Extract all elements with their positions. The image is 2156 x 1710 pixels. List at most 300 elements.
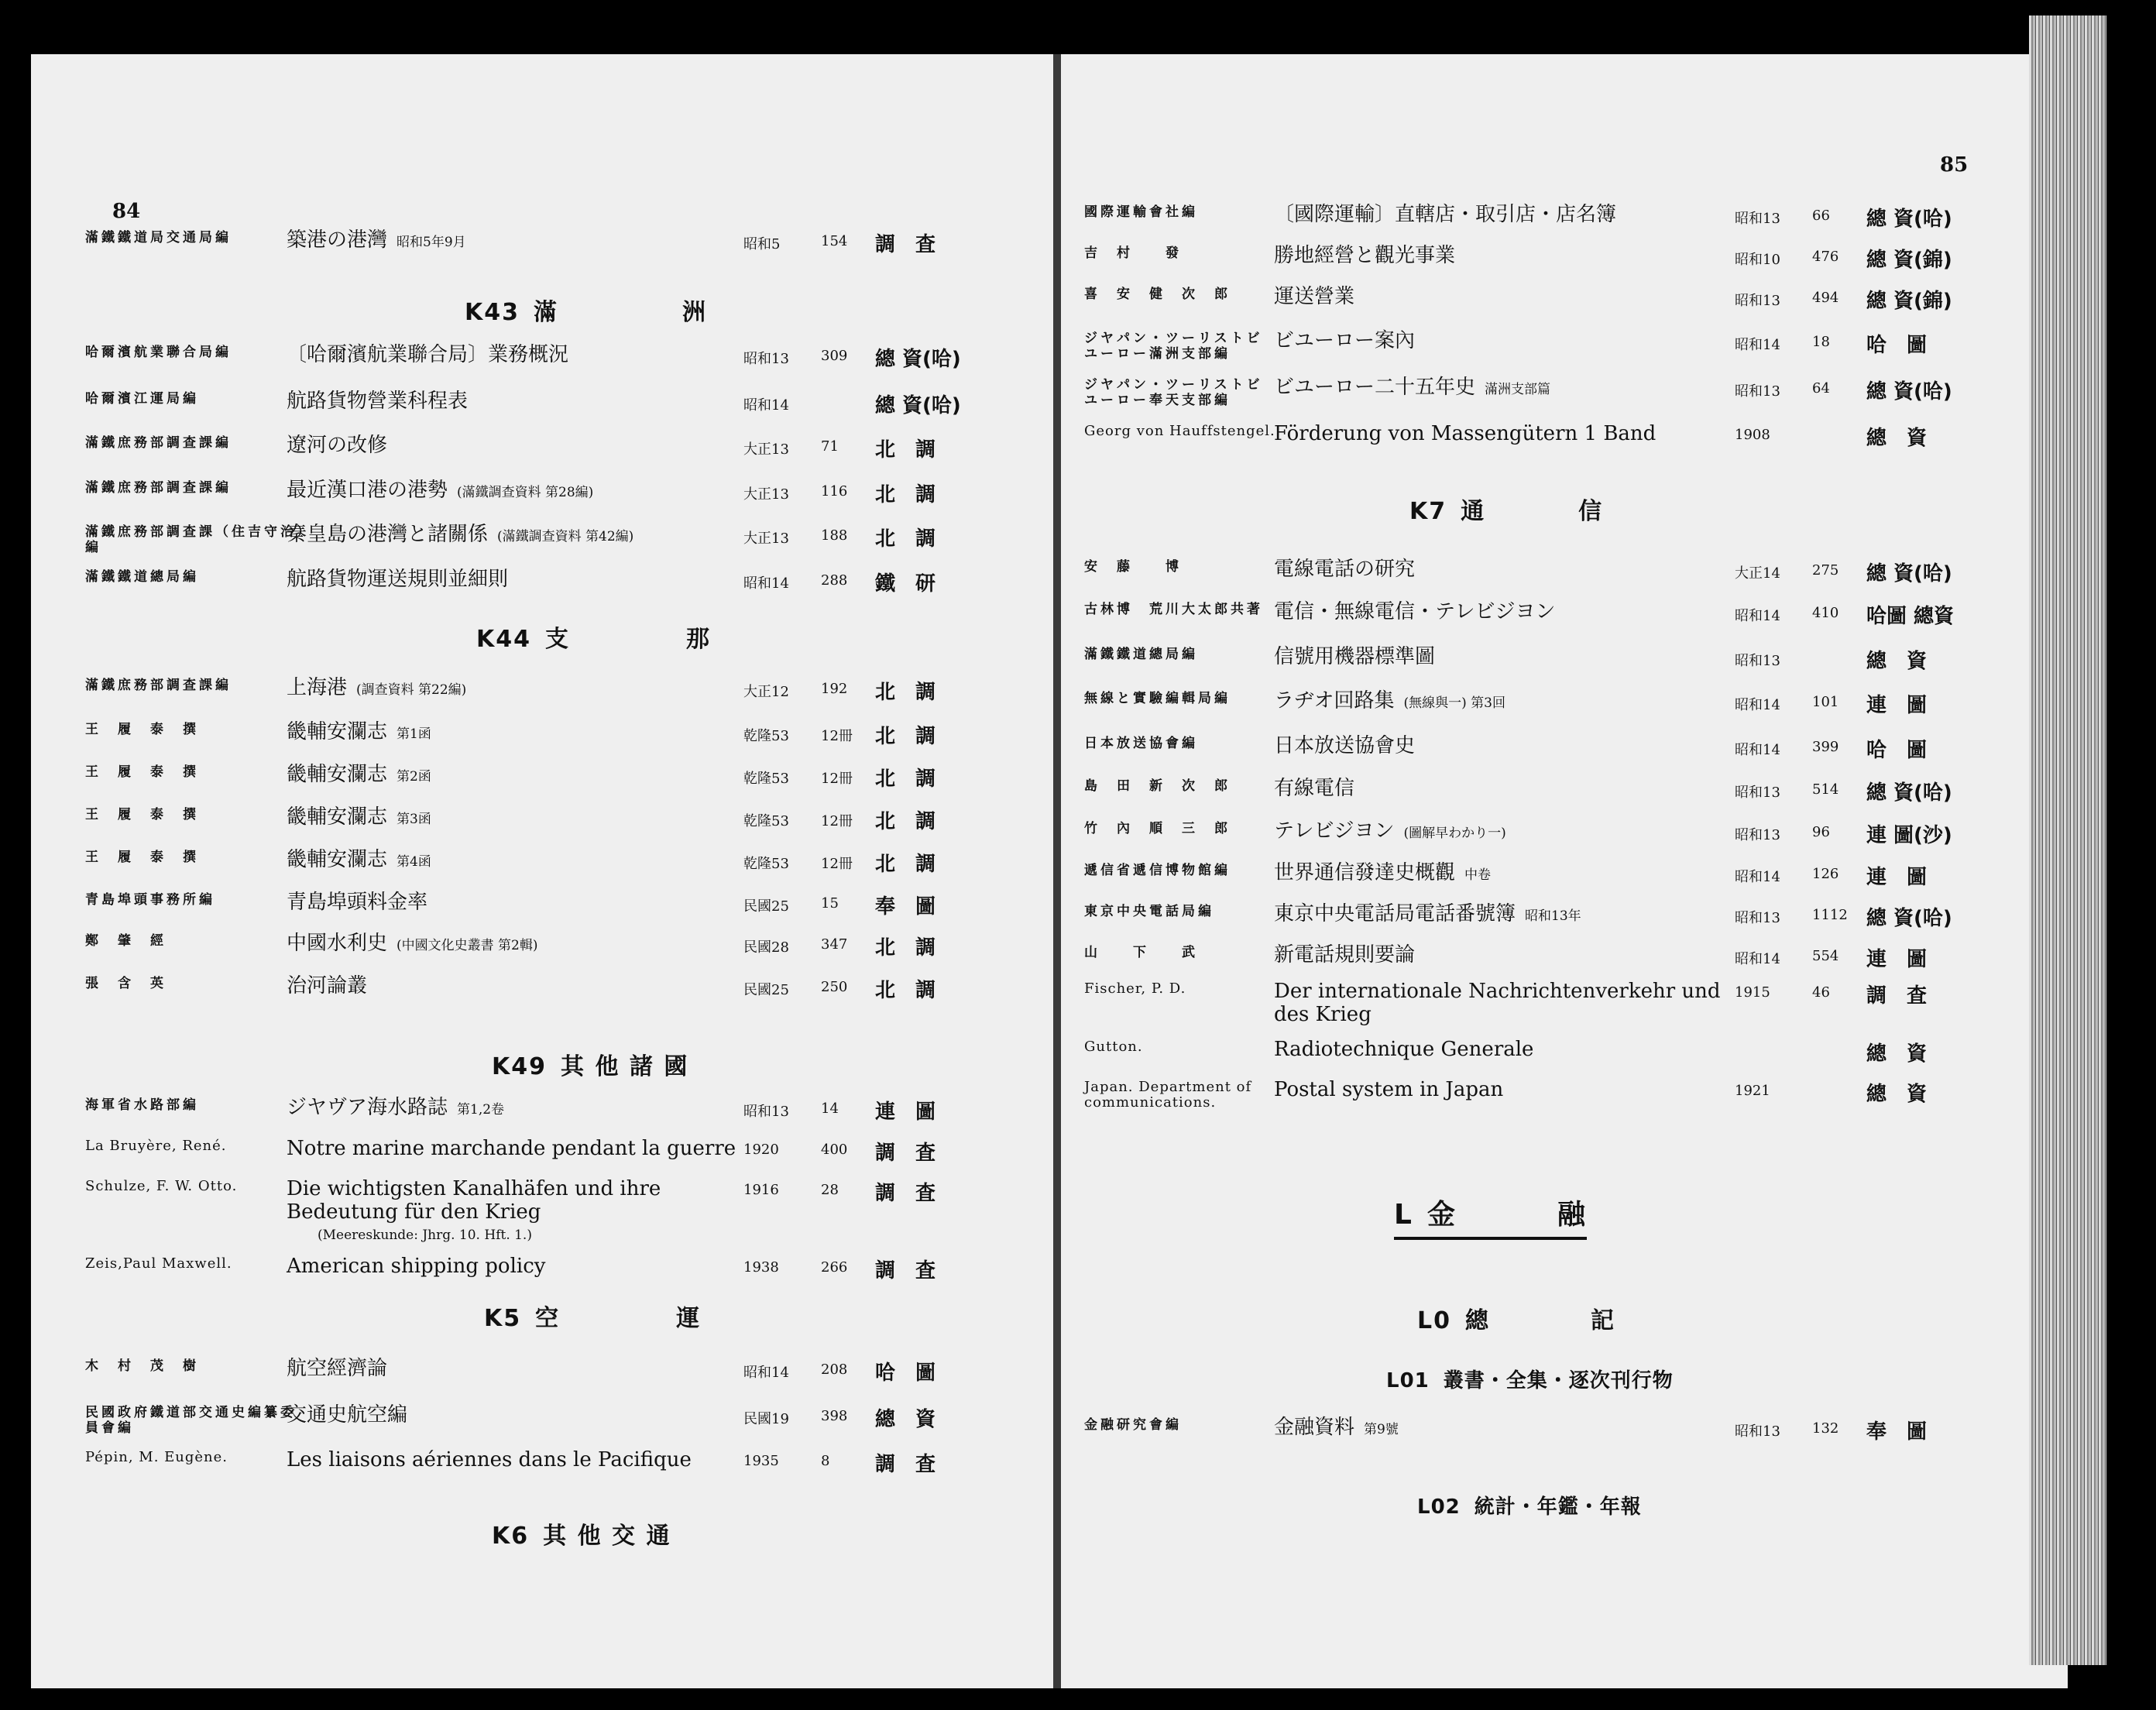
entry-title (287, 848, 431, 874)
entry-location: 總 資 (1866, 650, 1928, 673)
entry-title-text: 青島埠頭料金率 (287, 891, 428, 914)
entry-year: 昭和14 (1735, 869, 1780, 885)
entry-note: 中卷 (1464, 867, 1492, 883)
entry-title (287, 523, 633, 548)
entry-title (1274, 645, 1739, 668)
entry-note: (滿鐵調查資料 第42編) (497, 529, 634, 544)
entry-location: 調 査 (875, 1453, 936, 1476)
entry-author: 滿鐵庶務部調查課編 (85, 435, 232, 451)
section-code: L (1394, 1199, 1413, 1231)
entry-pages: 410 (1812, 605, 1839, 621)
entry-title (287, 390, 468, 413)
entry-title (1274, 1038, 1739, 1061)
entry-location: 調 査 (875, 1259, 936, 1282)
entry-year: 昭和14 (1735, 608, 1780, 624)
entry-pages: 275 (1812, 562, 1839, 579)
entry-location: 北 調 (875, 438, 936, 462)
entry-location: 總 資(哈) (1866, 781, 1952, 805)
section-code: L01 (1386, 1369, 1430, 1392)
entry-author: Zeis,Paul Maxwell. (85, 1255, 232, 1272)
entry-title (1274, 558, 1739, 581)
entry-title (1274, 600, 1739, 623)
entry-year: 昭和13 (1735, 1423, 1780, 1440)
entry-location: 總 資(哈) (1866, 208, 1952, 231)
entry-author: La Bruyère, René. (85, 1138, 227, 1154)
entry-title-text: ジヤヴア海水路誌 (287, 1096, 448, 1119)
entry-year: 昭和13 (1735, 383, 1780, 400)
section-name-part: 那 (686, 626, 711, 653)
entry-author: 民國政府鐵道部交通史編纂委員會編 (85, 1405, 297, 1436)
entry-author: 滿鐵鐵道總局編 (85, 569, 199, 585)
entry-title-text: 畿輔安瀾志 (287, 848, 388, 871)
entry-pages: 116 (821, 483, 848, 500)
section-code: K7 (1409, 498, 1447, 525)
page-edge-stack (2029, 15, 2106, 1665)
entry-pages: 266 (821, 1259, 848, 1276)
entry-pages: 192 (821, 681, 848, 697)
entry-year: 昭和13 (1735, 653, 1780, 669)
entry-location: 北 調 (875, 810, 936, 833)
section-heading (492, 1516, 671, 1550)
entry-title-text: Der internationale Nachrichtenverkehr und des Krieg (1274, 980, 1721, 1026)
section-name-part: 統計・年鑑・年報 (1474, 1495, 1642, 1519)
section-heading (465, 293, 707, 327)
entry-year: 昭和14 (1735, 337, 1780, 353)
entry-title (287, 932, 538, 957)
entry-pages: 188 (821, 527, 848, 544)
entry-location: 北 調 (875, 681, 936, 704)
entry-title-text: 畿輔安瀾志 (287, 763, 388, 786)
entry-author: 無線と實驗編輯局編 (1084, 691, 1231, 706)
section-heading (492, 1047, 688, 1081)
entry-author: 金融研究會編 (1084, 1417, 1182, 1433)
entry-pages: 126 (1812, 866, 1839, 882)
entry-note: (圖解早わかり一) (1403, 826, 1506, 841)
entry-author: 滿鐵庶務部調查課編 (85, 678, 232, 693)
entry-note: 第4函 (397, 854, 431, 870)
entry-year: 昭和13 (1735, 910, 1780, 926)
entry-author: 哈爾濱江運局編 (85, 391, 199, 407)
entry-title (287, 568, 508, 591)
entry-location: 北 調 (875, 767, 936, 791)
entry-title (287, 974, 367, 998)
entry-location: 調 査 (875, 1182, 936, 1205)
section-name-part: 運 (676, 1305, 702, 1332)
section-name-part: 記 (1591, 1307, 1615, 1334)
section-name-part: 金 (1426, 1199, 1457, 1231)
entry-pages: 12冊 (821, 728, 853, 744)
entry-author: 王 履 泰 撰 (85, 807, 199, 822)
entry-pages: 46 (1812, 984, 1830, 1001)
entry-pages: 28 (821, 1182, 839, 1198)
section-name-part: 支 (545, 626, 570, 653)
section-name-part: 空 (535, 1305, 561, 1332)
section-code: L0 (1417, 1307, 1451, 1334)
entry-title-text: Notre marine marchande pendant la guerre (287, 1137, 736, 1160)
entry-title (1274, 244, 1455, 267)
entry-title-text: 〔哈爾濱航業聯合局〕業務概況 (287, 343, 569, 366)
entry-note: 滿洲支部篇 (1485, 382, 1551, 397)
entry-author: 滿鐵庶務部調查課編 (85, 480, 232, 496)
entry-pages: 250 (821, 979, 848, 995)
entry-title-text: 上海港 (287, 676, 348, 699)
entry-title (287, 720, 431, 746)
entry-pages: 12冊 (821, 856, 853, 872)
entry-title (1274, 861, 1739, 887)
section-name-part: 總 (1465, 1307, 1490, 1334)
entry-title (287, 1177, 751, 1247)
entry-year: 昭和13 (1735, 211, 1780, 227)
entry-title-text: 運送營業 (1274, 285, 1355, 308)
entry-pages: 14 (821, 1101, 839, 1117)
entry-year: 乾隆53 (743, 728, 789, 744)
entry-title (1274, 329, 1415, 352)
entry-author: 王 履 泰 撰 (85, 722, 199, 737)
section-name-part: 融 (1557, 1199, 1587, 1231)
entry-note: 昭和13年 (1525, 908, 1581, 924)
entry-year: 昭和13 (1735, 293, 1780, 309)
entry-location: 總 資(哈) (1866, 380, 1952, 403)
entry-title (1274, 777, 1739, 800)
entry-pages: 554 (1812, 948, 1839, 964)
section-name-part: 洲 (682, 299, 707, 326)
entry-title-text: 勝地經營と觀光事業 (1274, 244, 1456, 267)
entry-title-text: 中國水利史 (287, 932, 388, 955)
section-code: K49 (492, 1053, 547, 1080)
section-code: L02 (1417, 1495, 1461, 1519)
entry-title (287, 1096, 504, 1121)
section-name-part: 叢書・全集・逐次刊行物 (1443, 1369, 1674, 1392)
entry-pages: 514 (1812, 781, 1839, 798)
entry-note: 第1,2卷 (457, 1102, 505, 1118)
entry-title (287, 434, 387, 457)
entry-location: 奉 圖 (1866, 1420, 1928, 1444)
entry-note: 第9號 (1364, 1422, 1399, 1437)
entry-author: 竹 內 順 三 郎 (1084, 821, 1231, 836)
entry-year: 昭和14 (1735, 697, 1780, 713)
entry-title-text: 新電話規則要論 (1274, 943, 1416, 967)
entry-title (287, 1448, 692, 1471)
entry-title-text: 治河論叢 (287, 974, 368, 998)
entry-pages: 64 (1812, 380, 1830, 397)
entry-title-text: Förderung von Massengütern 1 Band (1274, 422, 1656, 445)
entry-pages: 154 (821, 233, 848, 249)
entry-location: 總 資(哈) (875, 348, 961, 371)
entry-location: 調 査 (875, 233, 936, 256)
entry-year: 民國25 (743, 898, 789, 915)
entry-author: Georg von Hauffstengel. (1084, 423, 1275, 439)
entry-title (287, 228, 466, 254)
entry-note: 第3函 (397, 812, 431, 827)
entry-year: 昭和14 (743, 575, 789, 592)
section-heading (1386, 1365, 1674, 1393)
entry-author: Schulze, F. W. Otto. (85, 1178, 238, 1194)
entry-location: 連 圖 (1866, 866, 1928, 889)
entry-title-text: 電信・無線電信・テレビジヨン (1274, 600, 1556, 623)
entry-author: 日本放送協會編 (1084, 736, 1198, 751)
entry-year: 1935 (743, 1453, 779, 1469)
section-name-part: 通 (1461, 498, 1486, 525)
entry-title (287, 479, 593, 504)
entry-title (1274, 819, 1739, 845)
section-heading (484, 1299, 701, 1333)
entry-pages: 132 (1812, 1420, 1839, 1437)
entry-note: (Meereskunde: Jhrg. 10. Hft. 1.) (318, 1228, 532, 1243)
entry-title-text: テレビジヨン (1274, 819, 1395, 843)
entry-location: 總 資 (875, 1408, 936, 1431)
entry-location: 北 調 (875, 936, 936, 960)
entry-title (1274, 734, 1739, 757)
entry-title (287, 343, 568, 366)
entry-year: 1908 (1735, 427, 1770, 443)
entry-title-text: ビユーロー二十五年史 (1274, 376, 1476, 399)
section-name-part: 其 他 諸 國 (561, 1053, 689, 1080)
entry-author: 吉 村 發 (1084, 246, 1182, 261)
entry-year: 昭和14 (743, 397, 789, 414)
entry-year: 大正14 (1735, 565, 1780, 582)
entry-author: 王 履 泰 撰 (85, 850, 199, 865)
entry-pages: 1112 (1812, 907, 1848, 923)
entry-pages: 309 (821, 348, 848, 364)
section-code: K5 (484, 1305, 522, 1332)
entry-pages: 8 (821, 1453, 830, 1469)
entry-author: 安 藤 博 (1084, 559, 1182, 575)
entry-title (1274, 980, 1739, 1026)
entry-title-text: 電線電話の研究 (1274, 558, 1416, 581)
entry-pages: 18 (1812, 334, 1830, 350)
entry-title-text: 日本放送協會史 (1274, 734, 1416, 757)
section-heading (476, 620, 711, 654)
entry-location: 北 調 (875, 725, 936, 748)
entry-author: 鄭 肇 經 (85, 933, 167, 949)
entry-author: 滿鐵庶務部調查課（住吉守治）編 (85, 524, 307, 555)
section-name-part: 滿 (534, 299, 558, 326)
entry-title (287, 891, 427, 914)
entry-year: 民國19 (743, 1411, 789, 1427)
entry-location: 北 調 (875, 527, 936, 551)
entry-title-text: 世界通信發達史概觀 (1274, 861, 1456, 884)
entry-location: 北 調 (875, 979, 936, 1002)
entry-year: 1920 (743, 1142, 779, 1158)
entry-note: (滿鐵調查資料 第28編) (457, 485, 594, 500)
entry-author: 哈爾濱航業聯合局編 (85, 345, 232, 360)
entry-location: 總 資 (1866, 427, 1928, 450)
entry-year: 昭和10 (1735, 252, 1780, 268)
entry-pages: 347 (821, 936, 848, 953)
entry-note: (無線與一) 第3回 (1403, 695, 1505, 711)
entry-location: 哈 圖 (1866, 739, 1928, 762)
page-number-right: 85 (1940, 153, 1969, 177)
entry-title (287, 763, 431, 788)
entry-title-text: Postal system in Japan (1274, 1078, 1504, 1101)
entry-title (1274, 1078, 1739, 1101)
entry-title-text: 金融資料 (1274, 1416, 1355, 1439)
entry-title-text: 遼河の改修 (287, 434, 388, 457)
entry-title-text: 畿輔安瀾志 (287, 720, 388, 743)
entry-year: 1916 (743, 1182, 779, 1198)
entry-pages: 494 (1812, 290, 1839, 306)
entry-author: 張 含 英 (85, 976, 167, 991)
entry-author: 青島埠頭事務所編 (85, 892, 215, 908)
entry-pages: 400 (821, 1142, 848, 1158)
entry-pages: 398 (821, 1408, 848, 1424)
entry-location: 哈 圖 (1866, 334, 1928, 357)
entry-year: 昭和13 (743, 1104, 789, 1120)
entry-title-text: Les liaisons aériennes dans le Pacifique (287, 1448, 692, 1471)
entry-location: 鐵 研 (875, 572, 936, 596)
entry-author: 山 下 武 (1084, 945, 1198, 960)
entry-location: 總 資(錦) (1866, 290, 1952, 313)
entry-author: 遞信省遞信博物館編 (1084, 863, 1231, 878)
entry-year: 大正13 (743, 531, 789, 547)
entry-title-text: 航路貨物營業科程表 (287, 390, 469, 413)
entry-location: 北 調 (875, 483, 936, 506)
entry-author: Fischer, P. D. (1084, 980, 1186, 997)
entry-author: 古林博 荒川大太郎共著 (1084, 602, 1263, 617)
entry-year: 昭和13 (1735, 827, 1780, 843)
entry-note: 第1函 (397, 726, 431, 742)
entry-author: 海軍省水路部編 (85, 1097, 199, 1113)
entry-title-text: 畿輔安瀾志 (287, 805, 388, 829)
entry-location: 總 資(錦) (1866, 249, 1952, 272)
entry-title (1274, 376, 1550, 401)
section-name-part: 其 他 交 通 (543, 1523, 671, 1550)
entry-author: 東京中央電話局編 (1084, 904, 1214, 919)
entry-author: 滿鐵鐵道局交通局編 (85, 230, 232, 246)
entry-author: 喜 安 健 次 郎 (1084, 287, 1231, 302)
entry-location: 連 圖(沙) (1866, 824, 1952, 847)
entry-title (1274, 943, 1739, 967)
entry-pages: 96 (1812, 824, 1830, 840)
entry-location: 總 資 (1866, 1042, 1928, 1066)
entry-author: Pépin, M. Eugène. (85, 1449, 228, 1465)
entry-location: 總 資(哈) (875, 394, 961, 417)
entry-title-text: 交通史航空編 (287, 1403, 408, 1427)
section-code: K43 (465, 299, 520, 326)
entry-author: 滿鐵鐵道總局編 (1084, 647, 1198, 662)
entry-year: 1915 (1735, 984, 1770, 1001)
entry-location: 總 資 (1866, 1083, 1928, 1106)
entry-year: 乾隆53 (743, 813, 789, 829)
entry-title (1274, 902, 1739, 928)
entry-location: 連 圖 (1866, 694, 1928, 717)
entry-pages: 399 (1812, 739, 1839, 755)
section-name-part: 信 (1578, 498, 1604, 525)
entry-note: 昭和5年9月 (397, 235, 466, 250)
entry-author: 國際運輸會社編 (1084, 204, 1198, 220)
entry-title-text: ラヂオ回路集 (1274, 689, 1395, 712)
entry-title-text: 築港の港灣 (287, 228, 388, 252)
section-heading (1409, 492, 1603, 526)
entry-year: 1938 (743, 1259, 779, 1276)
entry-pages: 12冊 (821, 813, 853, 829)
entry-pages: 12冊 (821, 771, 853, 787)
entry-year: 大正12 (743, 684, 789, 700)
entry-location: 調 査 (1866, 984, 1928, 1008)
page-number-left: 84 (112, 200, 141, 223)
entry-year: 昭和13 (1735, 785, 1780, 801)
entry-location: 哈 圖 (875, 1361, 936, 1385)
entry-title (287, 676, 466, 702)
entry-pages: 66 (1812, 208, 1830, 224)
entry-title (287, 1137, 736, 1160)
section-heading (1417, 1301, 1615, 1335)
entry-title-text: Die wichtigsten Kanalhäfen und ihre Bedeutung für den Krieg (287, 1177, 661, 1224)
entry-title (1274, 422, 1656, 445)
entry-pages: 476 (1812, 249, 1839, 265)
entry-year: 昭和5 (743, 236, 781, 252)
entry-title (287, 1357, 387, 1380)
entry-year: 昭和14 (1735, 951, 1780, 967)
entry-pages: 101 (1812, 694, 1839, 710)
entry-title-text: 航空經濟論 (287, 1357, 388, 1380)
section-heading (1417, 1491, 1642, 1519)
entry-location: 連 圖 (875, 1101, 936, 1124)
entry-location: 連 圖 (1866, 948, 1928, 971)
entry-title-text: ビユーロー案內 (1274, 329, 1416, 352)
entry-year: 昭和14 (1735, 742, 1780, 758)
entry-year: 昭和13 (743, 351, 789, 367)
entry-location: 總 資(哈) (1866, 562, 1952, 585)
entry-note: 第2函 (397, 769, 431, 785)
entry-title-text: 〔國際運輸〕直轄店・取引店・店名簿 (1274, 203, 1617, 226)
entry-year: 1921 (1735, 1083, 1770, 1099)
entry-author: Japan. Department of communications. (1084, 1079, 1252, 1111)
entry-title (1274, 1416, 1399, 1441)
entry-pages: 71 (821, 438, 839, 455)
entry-location: 哈圖 總資 (1866, 605, 1955, 628)
entry-title-text: 秦皇島の港灣と諸關係 (287, 523, 489, 546)
entry-location: 總 資(哈) (1866, 907, 1952, 930)
entry-title (287, 1255, 545, 1278)
entry-title-text: 信號用機器標準圖 (1274, 645, 1436, 668)
entry-year: 民國28 (743, 939, 789, 956)
section-code: K6 (492, 1523, 530, 1550)
entry-title (287, 805, 431, 831)
entry-location: 奉 圖 (875, 895, 936, 919)
entry-author: ジヤパン・ツーリストビユーロー滿洲支部編 (1084, 331, 1263, 362)
entry-location: 調 査 (875, 1142, 936, 1165)
entry-title-text: 東京中央電話局電話番號簿 (1274, 902, 1516, 925)
entry-location: 北 調 (875, 853, 936, 876)
entry-author: 王 履 泰 撰 (85, 764, 199, 780)
entry-author: ジヤパン・ツーリストビユーロー奉天支部編 (1084, 377, 1263, 408)
entry-title-text: American shipping policy (287, 1255, 546, 1278)
entry-year: 乾隆53 (743, 771, 789, 787)
entry-note: (調查資料 第22編) (356, 682, 467, 698)
entry-title (1274, 689, 1739, 715)
entry-year: 大正13 (743, 441, 789, 458)
entry-note: (中國文化史叢書 第2輯) (397, 938, 538, 953)
entry-title-text: 有線電信 (1274, 777, 1355, 800)
entry-year: 民國25 (743, 982, 789, 998)
entry-author: 木 村 茂 樹 (85, 1358, 199, 1374)
entry-year: 大正13 (743, 486, 789, 503)
entry-title (1274, 285, 1354, 308)
entry-title (287, 1403, 407, 1427)
entry-author: Gutton. (1084, 1039, 1143, 1055)
section-code: K44 (476, 626, 531, 653)
entry-pages: 208 (821, 1361, 848, 1378)
entry-author: 島 田 新 次 郎 (1084, 778, 1231, 794)
entry-title-text: 最近漢口港の港勢 (287, 479, 448, 502)
entry-year: 乾隆53 (743, 856, 789, 872)
entry-title (1274, 203, 1616, 226)
entry-pages: 15 (821, 895, 839, 912)
section-heading (1394, 1193, 1587, 1240)
entry-title-text: 航路貨物運送規則並細則 (287, 568, 509, 591)
entry-pages: 288 (821, 572, 848, 589)
